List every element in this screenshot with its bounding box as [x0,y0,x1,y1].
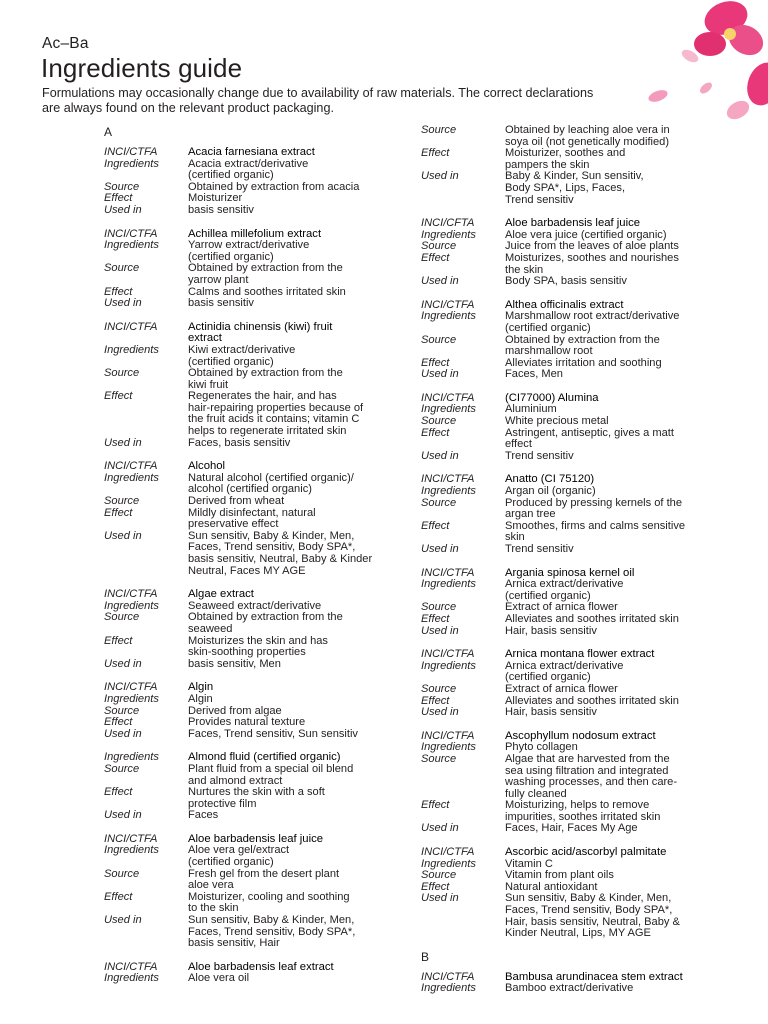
ingredient-row [421,626,711,638]
field-value: Astringent, antiseptic, gives a matt effect [505,426,674,451]
field-value: Mildly disinfectant, natural preservative effect [188,506,316,531]
field-label: Source [104,180,140,193]
ingredient-name: Aloe barbadensis leaf juice [188,832,324,845]
ingredient-row [104,205,394,217]
section-letter: B [421,949,430,964]
field-label: Ingredients [104,157,159,170]
ingredient-entry [104,962,394,985]
ingredient-row [104,147,394,159]
ingredient-row [104,915,394,950]
field-label: Used in [104,914,142,927]
ingredient-entry [104,461,394,577]
field-value: Vitamin C [505,857,553,870]
field-value: Juice from the leaves of aloe plants [505,240,679,253]
ingredient-entry [421,474,711,555]
field-label: Ingredients [104,471,159,484]
field-label: INCI/CTFA [104,146,158,158]
ingredient-row [421,649,711,661]
ingredient-row [104,182,394,194]
ingredient-name: Almond fluid (certified organic) [188,751,341,764]
field-value: Acacia extract/derivative (certified organic) [188,157,309,182]
field-label: Source [421,496,457,509]
ingredient-name: Algae extract [188,588,254,601]
field-label: Effect [421,426,450,439]
field-label: Source [104,704,140,717]
field-value: Trend sensitiv [505,543,574,555]
field-label: Ingredients [104,972,159,985]
ingredient-entry [421,731,711,835]
field-value: Obtained by extraction from the seaweed [188,611,343,635]
ingredient-row [104,496,394,508]
ingredient-row [104,694,394,706]
field-label: Effect [104,634,133,647]
ingredient-row [104,636,394,659]
field-value: Faces [188,809,219,822]
ingredient-row [421,335,711,358]
field-label: Ingredients [421,741,476,754]
ingredient-row [104,869,394,892]
ingredient-row [421,276,711,288]
field-value: Aluminium [505,403,557,416]
field-label: Source [421,869,457,882]
field-value: Marshmallow root extract/derivative (certified organic) [505,310,680,334]
field-value: Produced by pressing kernels of the argan tree [505,496,682,521]
ingredient-row [104,438,394,450]
field-label: INCI/CTFA [104,227,158,240]
ingredient-row [421,579,711,602]
ingredient-row [104,240,394,263]
ingredient-entry [421,972,711,995]
field-label: Source [421,124,457,136]
ingredient-row [421,148,711,171]
field-value: Hair, basis sensitiv [505,624,597,637]
field-value: Faces, Trend sensitiv, Sun sensitiv [188,727,358,740]
field-label: Used in [421,706,459,719]
field-label: Used in [104,436,142,449]
ingredient-row [104,508,394,531]
ingredient-row [104,659,394,671]
ingredient-name: Anatto (CI 75120) [505,473,595,486]
ingredient-row [421,823,711,835]
field-label: Source [421,415,457,428]
field-label: Source [104,867,140,880]
ingredient-row [104,810,394,822]
ingredient-entry [104,322,394,450]
page-range-label: Ac–Ba [42,35,89,52]
field-value: Faces, Men [505,368,563,381]
field-label: Used in [421,368,459,381]
field-value: Seaweed extract/derivative [188,599,322,612]
field-label: Ingredients [421,578,476,591]
field-label: Effect [421,147,450,160]
field-value: Provides natural texture [188,716,306,729]
ingredient-name: Argania spinosa kernel oil [505,566,635,579]
field-value: Faces, Hair, Faces My Age [505,822,638,835]
ingredient-name: Althea officinalis extract [505,298,624,311]
field-label: Used in [421,822,459,835]
ingredient-name: Aloe barbadensis leaf juice [505,217,641,230]
field-label: Effect [104,390,133,403]
ingredient-row [421,614,711,626]
field-value: Moisturizes the skin and has skin-soothing properties [188,634,328,659]
ingredient-row [104,298,394,310]
flower-petal [647,0,768,123]
field-value: basis sensitiv, Men [188,657,281,670]
field-label: Ingredients [421,403,476,416]
field-value: Obtained by leaching aloe vera in soya oil (not genetically modified) [505,124,670,148]
field-label: INCI/CTFA [421,846,475,859]
field-label: INCI/CTFA [421,970,475,983]
ingredient-row [421,416,711,428]
ingredient-entry [104,589,394,670]
field-value: White precious metal [505,415,609,428]
field-value: Moisturizer [188,192,243,205]
field-value: Baby & Kinder, Sun sensitiv, Body SPA*, Lips, Faces, Trend sensitiv [505,170,644,206]
field-label: Effect [421,694,450,707]
ingredient-row [421,544,711,556]
field-label: Used in [104,297,142,310]
ingredient-row [421,369,711,381]
field-value: basis sensitiv [188,297,254,310]
field-value: Plant fluid from a special oil blend and almond extract [188,762,354,787]
ingredient-row [104,787,394,810]
field-label: Source [421,240,457,253]
ingredient-name: Achillea millefolium extract [188,227,322,240]
field-value: Aloe vera oil [188,972,250,985]
ingredient-entry [104,229,394,310]
ingredient-entry [104,147,394,217]
ingredients-column-left [104,125,394,997]
ingredient-row [104,973,394,985]
field-label: Ingredients [421,982,476,995]
field-label: Effect [421,251,450,264]
ingredient-row [104,764,394,787]
ingredient-entry [104,752,394,822]
page-title: Ingredients guide [41,53,243,83]
ingredient-name: Aloe barbadensis leaf extract [188,960,334,973]
ingredient-row [421,358,711,370]
field-label: Used in [421,449,459,462]
field-value: Smoothes, firms and calms sensitive skin [505,519,686,544]
ingredient-row [104,322,394,345]
field-value: Algae that are harvested from the sea using filtration and integrated washing processes, and then care- fully cleaned [505,752,678,800]
field-value: Phyto collagen [505,741,578,754]
field-value: Fresh gel from the desert plant aloe vera [188,867,340,892]
field-label: INCI/CTFA [421,566,475,579]
ingredient-row [421,983,711,995]
field-label: Used in [104,657,142,670]
field-label: INCI/CTFA [104,681,158,694]
ingredient-entry [421,218,711,288]
ingredient-row [421,498,711,521]
field-value: Bamboo extract/derivative [505,982,634,995]
field-value: Vitamin from plant oils [505,869,614,882]
field-label: Source [104,262,140,275]
ingredient-row [104,159,394,182]
field-value: Obtained by extraction from acacia [188,180,360,193]
field-label: Ingredients [104,844,159,857]
ingredient-row [421,684,711,696]
ingredient-name: Alcohol [188,460,226,473]
field-value: Moisturizes, soothes and nourishes the skin [505,251,679,276]
ingredient-row [421,428,711,451]
field-label: INCI/CTFA [421,648,475,661]
ingredient-row [421,125,711,148]
ingredient-row [421,800,711,823]
field-value: Nurtures the skin with a soft protective film [188,786,325,810]
section-letter: A [104,125,113,139]
ingredient-row [421,171,711,206]
field-value: Arnica extract/derivative (certified organic) [505,578,624,602]
field-label: Effect [104,890,133,903]
field-label: INCI/CTFA [104,960,158,973]
field-label: INCI/CTFA [104,320,158,333]
field-label: Source [104,495,140,508]
ingredient-row [421,521,711,544]
ingredient-row [421,253,711,276]
ingredient-entry [421,568,711,638]
field-value: Algin [188,692,213,705]
field-label: Ingredients [421,485,476,498]
field-label: Effect [421,519,450,532]
ingredient-name: Algin [188,681,214,694]
ingredient-row [104,892,394,915]
field-label: Used in [421,170,459,183]
ingredient-row [104,263,394,286]
field-label: Ingredients [104,692,159,705]
field-label: Effect [421,612,450,625]
ingredient-row [104,717,394,729]
field-label: Effect [104,285,133,298]
field-label: Used in [104,809,142,822]
ingredient-name: (CI77000) Alumina [505,391,599,404]
field-value: Obtained by extraction from the marshmallow root [505,333,660,358]
field-value: Moisturizing, helps to remove impurities, soothes irritated skin [505,799,661,823]
ingredient-row [421,451,711,463]
ingredient-row [104,368,394,391]
field-label: Ingredients [421,228,476,241]
field-label: Ingredients [104,751,159,764]
ingredient-entry [104,834,394,950]
field-label: Effect [104,192,133,205]
ingredient-row [104,345,394,368]
field-label: Effect [421,356,450,369]
ingredient-name: Arnica montana flower extract [505,648,655,661]
field-value: Hair, basis sensitiv [505,706,597,719]
field-value: Alleviates and soothes irritated skin [505,694,679,707]
ingredient-row [104,473,394,496]
field-label: Effect [104,716,133,729]
field-label: Used in [421,543,459,555]
field-label: INCI/CTFA [421,391,475,404]
ingredient-row [104,845,394,868]
field-label: Effect [104,506,133,519]
field-value: Kiwi extract/derivative (certified organic) [188,343,296,368]
field-label: Ingredients [421,310,476,323]
ingredient-row [104,729,394,741]
field-value: basis sensitiv [188,203,254,216]
field-value: Derived from algae [188,704,282,717]
field-label: Ingredients [104,599,159,612]
ingredient-name: Ascorbic acid/ascorbyl palmitate [505,846,667,859]
ingredient-entry [421,649,711,719]
field-value: Sun sensitiv, Baby & Kinder, Men, Faces, Trend sensitiv, Body SPA*, basis sensitiv, Hair [188,914,356,950]
ingredient-entry [421,300,711,381]
intro-text: Formulations may occasionally change due to availability of raw materials. The correct declarations are always found on the relevant product packaging. [42,86,594,115]
field-value: Moisturizer, soothes and pampers the skin [505,147,626,171]
field-label: INCI/CFTA [421,217,475,230]
field-value: Alleviates and soothes irritated skin [505,612,679,625]
ingredient-name: Acacia farnesiana extract [188,146,315,158]
field-value: Aloe vera gel/extract (certified organic) [188,844,290,869]
field-label: Ingredients [421,659,476,672]
ingredient-row [104,612,394,635]
field-label: Used in [421,892,459,905]
ingredient-row [421,486,711,498]
ingredient-row [421,847,711,859]
field-label: Source [421,601,457,614]
field-label: INCI/CTFA [421,298,475,311]
field-value: Obtained by extraction from the yarrow plant [188,262,343,286]
field-label: Used in [104,529,142,542]
ingredient-row [421,707,711,719]
field-value: Derived from wheat [188,495,285,508]
field-label: INCI/CTFA [104,588,158,601]
field-value: Faces, basis sensitiv [188,436,291,449]
field-value: Regenerates the hair, and has hair-repairing properties because of the fruit acids it contains; vitamin C helps to regenerate irritated skin [188,390,364,438]
ingredient-name: Bambusa arundinacea stem extract [505,970,683,983]
field-value: Arnica extract/derivative (certified organic) [505,659,624,684]
field-label: Ingredients [104,239,159,252]
field-value: Yarrow extract/derivative (certified organic) [188,239,310,263]
field-value: Extract of arnica flower [505,682,618,695]
ingredient-entry [421,125,711,206]
ingredients-column-right [421,125,711,1007]
field-label: Source [104,367,140,380]
field-label: Effect [104,786,133,799]
ingredient-entry [421,393,711,463]
ingredient-row [421,661,711,684]
field-label: Source [104,762,140,775]
field-label: Ingredients [421,857,476,870]
ingredient-row [421,311,711,334]
field-label: Source [421,333,457,346]
ingredient-row [104,391,394,437]
ingredient-entry [104,682,394,740]
field-label: Used in [104,203,142,216]
field-label: Used in [104,727,142,740]
field-value: Sun sensitiv, Baby & Kinder, Men, Faces, Trend sensitiv, Body SPA*, basis sensitiv, Neutral, Baby & Kinder Neutral, Faces MY AGE [188,529,373,577]
field-label: Effect [421,880,450,893]
field-value: Sun sensitiv, Baby & Kinder, Men, Faces, Trend sensitiv, Body SPA*, Hair, basis sensitiv, Neutral, Baby & Kinder Neutral, Lips, MY AGE [505,892,680,940]
field-value: Alleviates irritation and soothing [505,356,662,369]
field-value: Natural antioxidant [505,880,598,893]
ingredient-row [104,531,394,577]
field-value: Trend sensitiv [505,449,574,462]
ingredient-name: Actinidia chinensis (kiwi) fruit extract [188,320,333,345]
field-label: Used in [421,624,459,637]
field-label: Source [421,752,457,765]
ingredient-name: Ascophyllum nodosum extract [505,729,656,742]
field-value: Extract of arnica flower [505,601,618,614]
field-label: INCI/CTFA [104,832,158,845]
ingredient-row [421,754,711,800]
field-label: INCI/CTFA [104,460,158,473]
field-value: Calms and soothes irritated skin [188,285,346,298]
field-label: INCI/CTFA [421,473,475,486]
field-value: Moisturizer, cooling and soothing to the skin [188,890,350,915]
field-label: Source [104,611,140,624]
field-label: Effect [421,799,450,812]
field-value: Aloe vera juice (certified organic) [505,228,667,241]
ingredient-row [421,893,711,939]
field-label: Used in [421,275,459,288]
field-value: Natural alcohol (certified organic)/ alcohol (certified organic) [188,471,354,496]
field-value: Obtained by extraction from the kiwi fruit [188,367,343,391]
field-label: INCI/CTFA [421,729,475,742]
field-value: Body SPA, basis sensitiv [505,275,627,288]
ingredient-entry [421,847,711,940]
field-value: Argan oil (organic) [505,485,596,498]
field-label: Source [421,682,457,695]
ingredient-row [421,218,711,230]
field-label: Ingredients [104,343,159,356]
